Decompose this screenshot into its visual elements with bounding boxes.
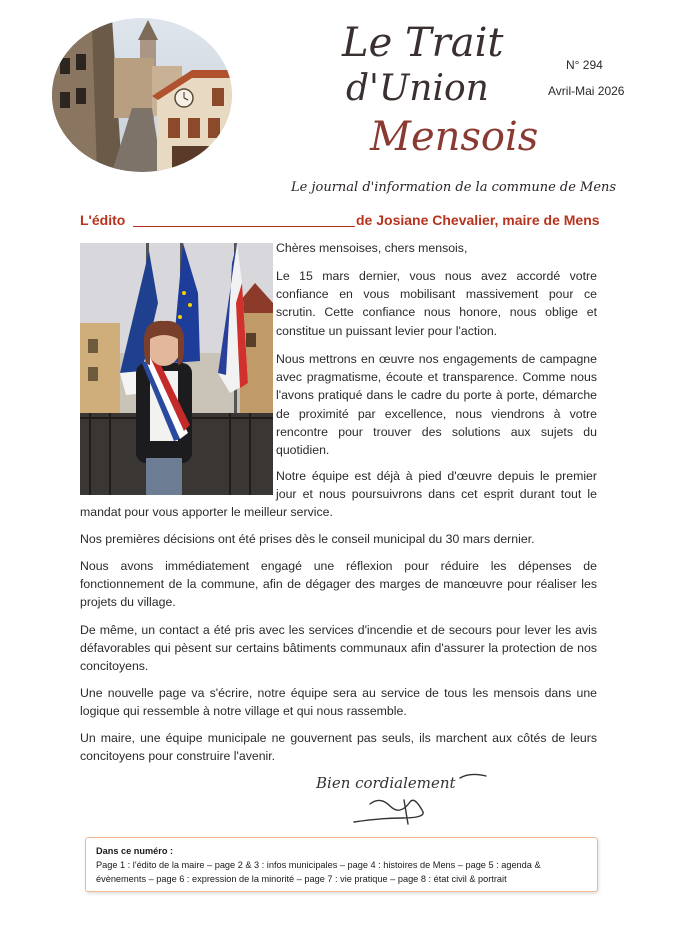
edito-label: L'édito: [80, 212, 126, 228]
edito-author: de Josiane Chevalier, maire de Mens: [356, 212, 600, 228]
edito-paragraph-6: De même, un contact a été pris avec les services d'incendie et de secours pour lever les avis défavorables qui pèsent sur certains bâtiments communaux afin d'assurer la protection de nos concitoyens.: [80, 623, 597, 674]
tagline: Le journal d'information de la commune de Mens: [291, 180, 617, 195]
signature-closing: Bien cordialement: [316, 774, 456, 792]
village-photo: [52, 18, 232, 172]
edito-paragraph-4: Nos premières décisions ont été prises dès le conseil municipal du 30 mars dernier.: [80, 532, 535, 546]
edito-paragraph-1: Le 15 mars dernier, vous nous avez accordé votre confiance en vous mobilisant massivement pour ce scrutin. Cette confiance nous honore, nous oblige et constitue un puissant levier pour l'action.: [276, 269, 597, 338]
edito-greeting: Chères mensoises, chers mensois,: [276, 241, 468, 255]
edito-paragraph-7: Une nouvelle page va s'écrire, notre équipe sera au service de tous les mensois dans une logique qui ressemble à notre village et qui nous rassemble.: [80, 686, 597, 719]
edito-paragraph-5: Nous avons immédiatement engagé une réflexion pour réduire les dépenses de fonctionnement de la commune, afin de dégager des marges de manœuvre pour réaliser les projets du village.: [80, 559, 597, 610]
edito-paragraph-2: Nous mettrons en œuvre nos engagements de campagne avec pragmatisme, écoute et transparence. Comme nous l'avons pratiqué dans le cadre du porte à porte, démarche de proximité par excellence, nous viendrons à votre rencontre pour trouver des solutions aux sujets du quotidien.: [276, 352, 597, 458]
newspaper-logo: [330, 18, 539, 168]
issue-date: Avril-Mai 2026: [548, 84, 625, 98]
edito-paragraph-8: Un maire, une équipe municipale ne gouvernent pas seuls, ils marchent aux côtés de leurs concitoyens pour construire l'avenir.: [80, 731, 597, 764]
logo-line-3: Mensois: [370, 114, 539, 160]
toc-box: [85, 837, 598, 892]
edito-paragraph-3: Notre équipe est déjà à pied d'œuvre depuis le premier jour et nous poursuivrons dans cet esprit durant tout le mandat pour vous apporter le meilleur service.: [80, 469, 597, 520]
logo-line-1: Le Trait: [342, 20, 504, 66]
issue-number: N° 294: [566, 58, 603, 72]
mayor-signature: [310, 766, 500, 828]
edito-rule: [133, 226, 355, 227]
logo-line-2: d'Union: [346, 68, 489, 109]
mayor-photo: [80, 243, 273, 495]
toc-title: Dans ce numéro :: [96, 846, 174, 856]
toc-body: Page 1 : l'édito de la maire – page 2 & 3 : infos municipales – page 4 : histoires de Mens – page 5 : agenda & évènements – page 6 : expression de la minorité – page 7 : vie pratique – page 8 : état civil & portrait: [96, 860, 541, 884]
